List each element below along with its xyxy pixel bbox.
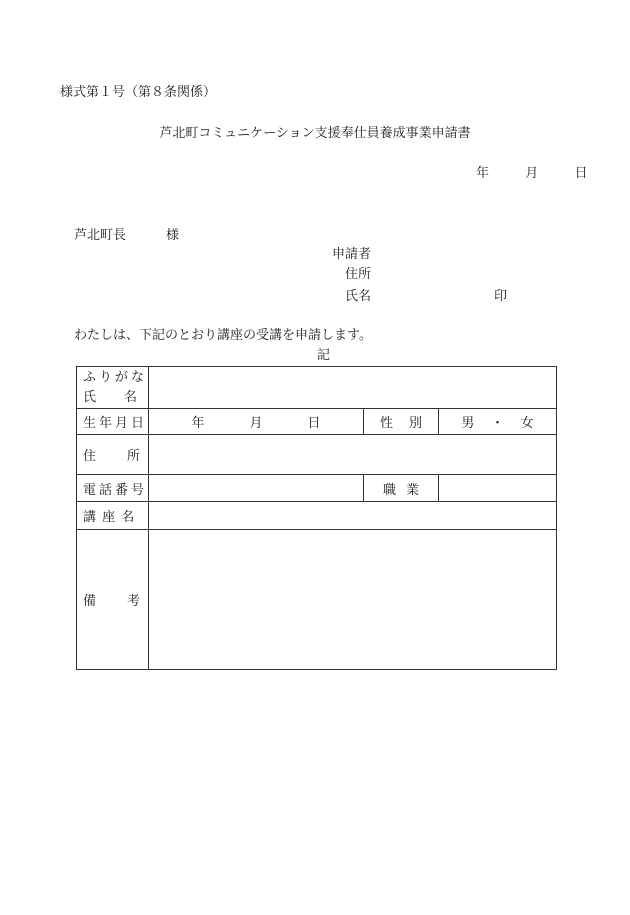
name-label-2: 名: [123, 389, 140, 405]
applicant-address-label: 住所: [345, 267, 372, 282]
applicant-label: 申請者: [332, 247, 372, 262]
application-table: [76, 366, 557, 670]
address-label-2: 所: [126, 449, 140, 464]
notes-label-1: 備: [83, 594, 97, 609]
notes-input-cell[interactable]: [149, 530, 557, 670]
furigana-label: ふりがな: [83, 369, 148, 385]
sex-label-cell: [364, 409, 439, 435]
address-label-cell: [77, 435, 149, 475]
notes-label-cell: [77, 530, 149, 670]
row-course: [77, 502, 557, 530]
row-address: [77, 435, 557, 475]
name-label-cell: [77, 367, 149, 409]
job-label-cell: [364, 475, 439, 502]
birth-year: 年: [191, 416, 205, 431]
seal-mark: 印: [494, 289, 508, 304]
sex-female[interactable]: 女: [520, 416, 534, 431]
application-statement: わたしは、下記のとおり講座の受講を申請します。: [74, 328, 372, 343]
notes-label-2: 考: [126, 594, 140, 609]
tel-label: 電話番号: [77, 475, 149, 502]
address-input-cell[interactable]: [149, 435, 557, 475]
date-month: 月: [525, 166, 539, 181]
addressee-name: 芦北町長: [74, 228, 127, 243]
birth-month: 月: [249, 416, 263, 431]
tel-input-cell[interactable]: [149, 475, 364, 502]
birth-label: 生年月日: [77, 409, 149, 435]
sex-choice-cell[interactable]: [439, 409, 557, 435]
date-year: 年: [476, 166, 490, 181]
row-notes: [77, 530, 557, 670]
name-input-cell[interactable]: [149, 367, 557, 409]
job-label-1: 職: [382, 482, 396, 498]
date-line: [476, 167, 588, 180]
date-day: 日: [574, 166, 588, 181]
address-label-1: 住: [83, 449, 97, 464]
course-label: 講 座 名: [77, 502, 149, 530]
addressee: [74, 229, 179, 242]
document-title: 芦北町コミュニケーション支援奉仕員養成事業申請書: [159, 126, 471, 141]
job-label-2: 業: [405, 482, 419, 498]
job-input-cell[interactable]: [439, 475, 557, 502]
row-tel: [77, 475, 557, 502]
sex-male[interactable]: 男: [461, 416, 475, 431]
form-number: 様式第１号（第８条関係）: [60, 85, 217, 100]
sex-label-2: 別: [408, 416, 422, 431]
row-birth: [77, 409, 557, 435]
sex-dot: ・: [491, 416, 505, 431]
birth-day: 日: [307, 416, 321, 431]
addressee-honorific: 様: [166, 228, 180, 243]
course-input-cell[interactable]: [149, 502, 557, 530]
row-name: [77, 367, 557, 409]
birth-input-cell[interactable]: [149, 409, 364, 435]
sex-label-1: 性: [379, 416, 393, 431]
applicant-name-label: 氏名: [345, 289, 372, 304]
ki-heading: 記: [317, 348, 331, 363]
name-label-1: 氏: [83, 389, 100, 405]
